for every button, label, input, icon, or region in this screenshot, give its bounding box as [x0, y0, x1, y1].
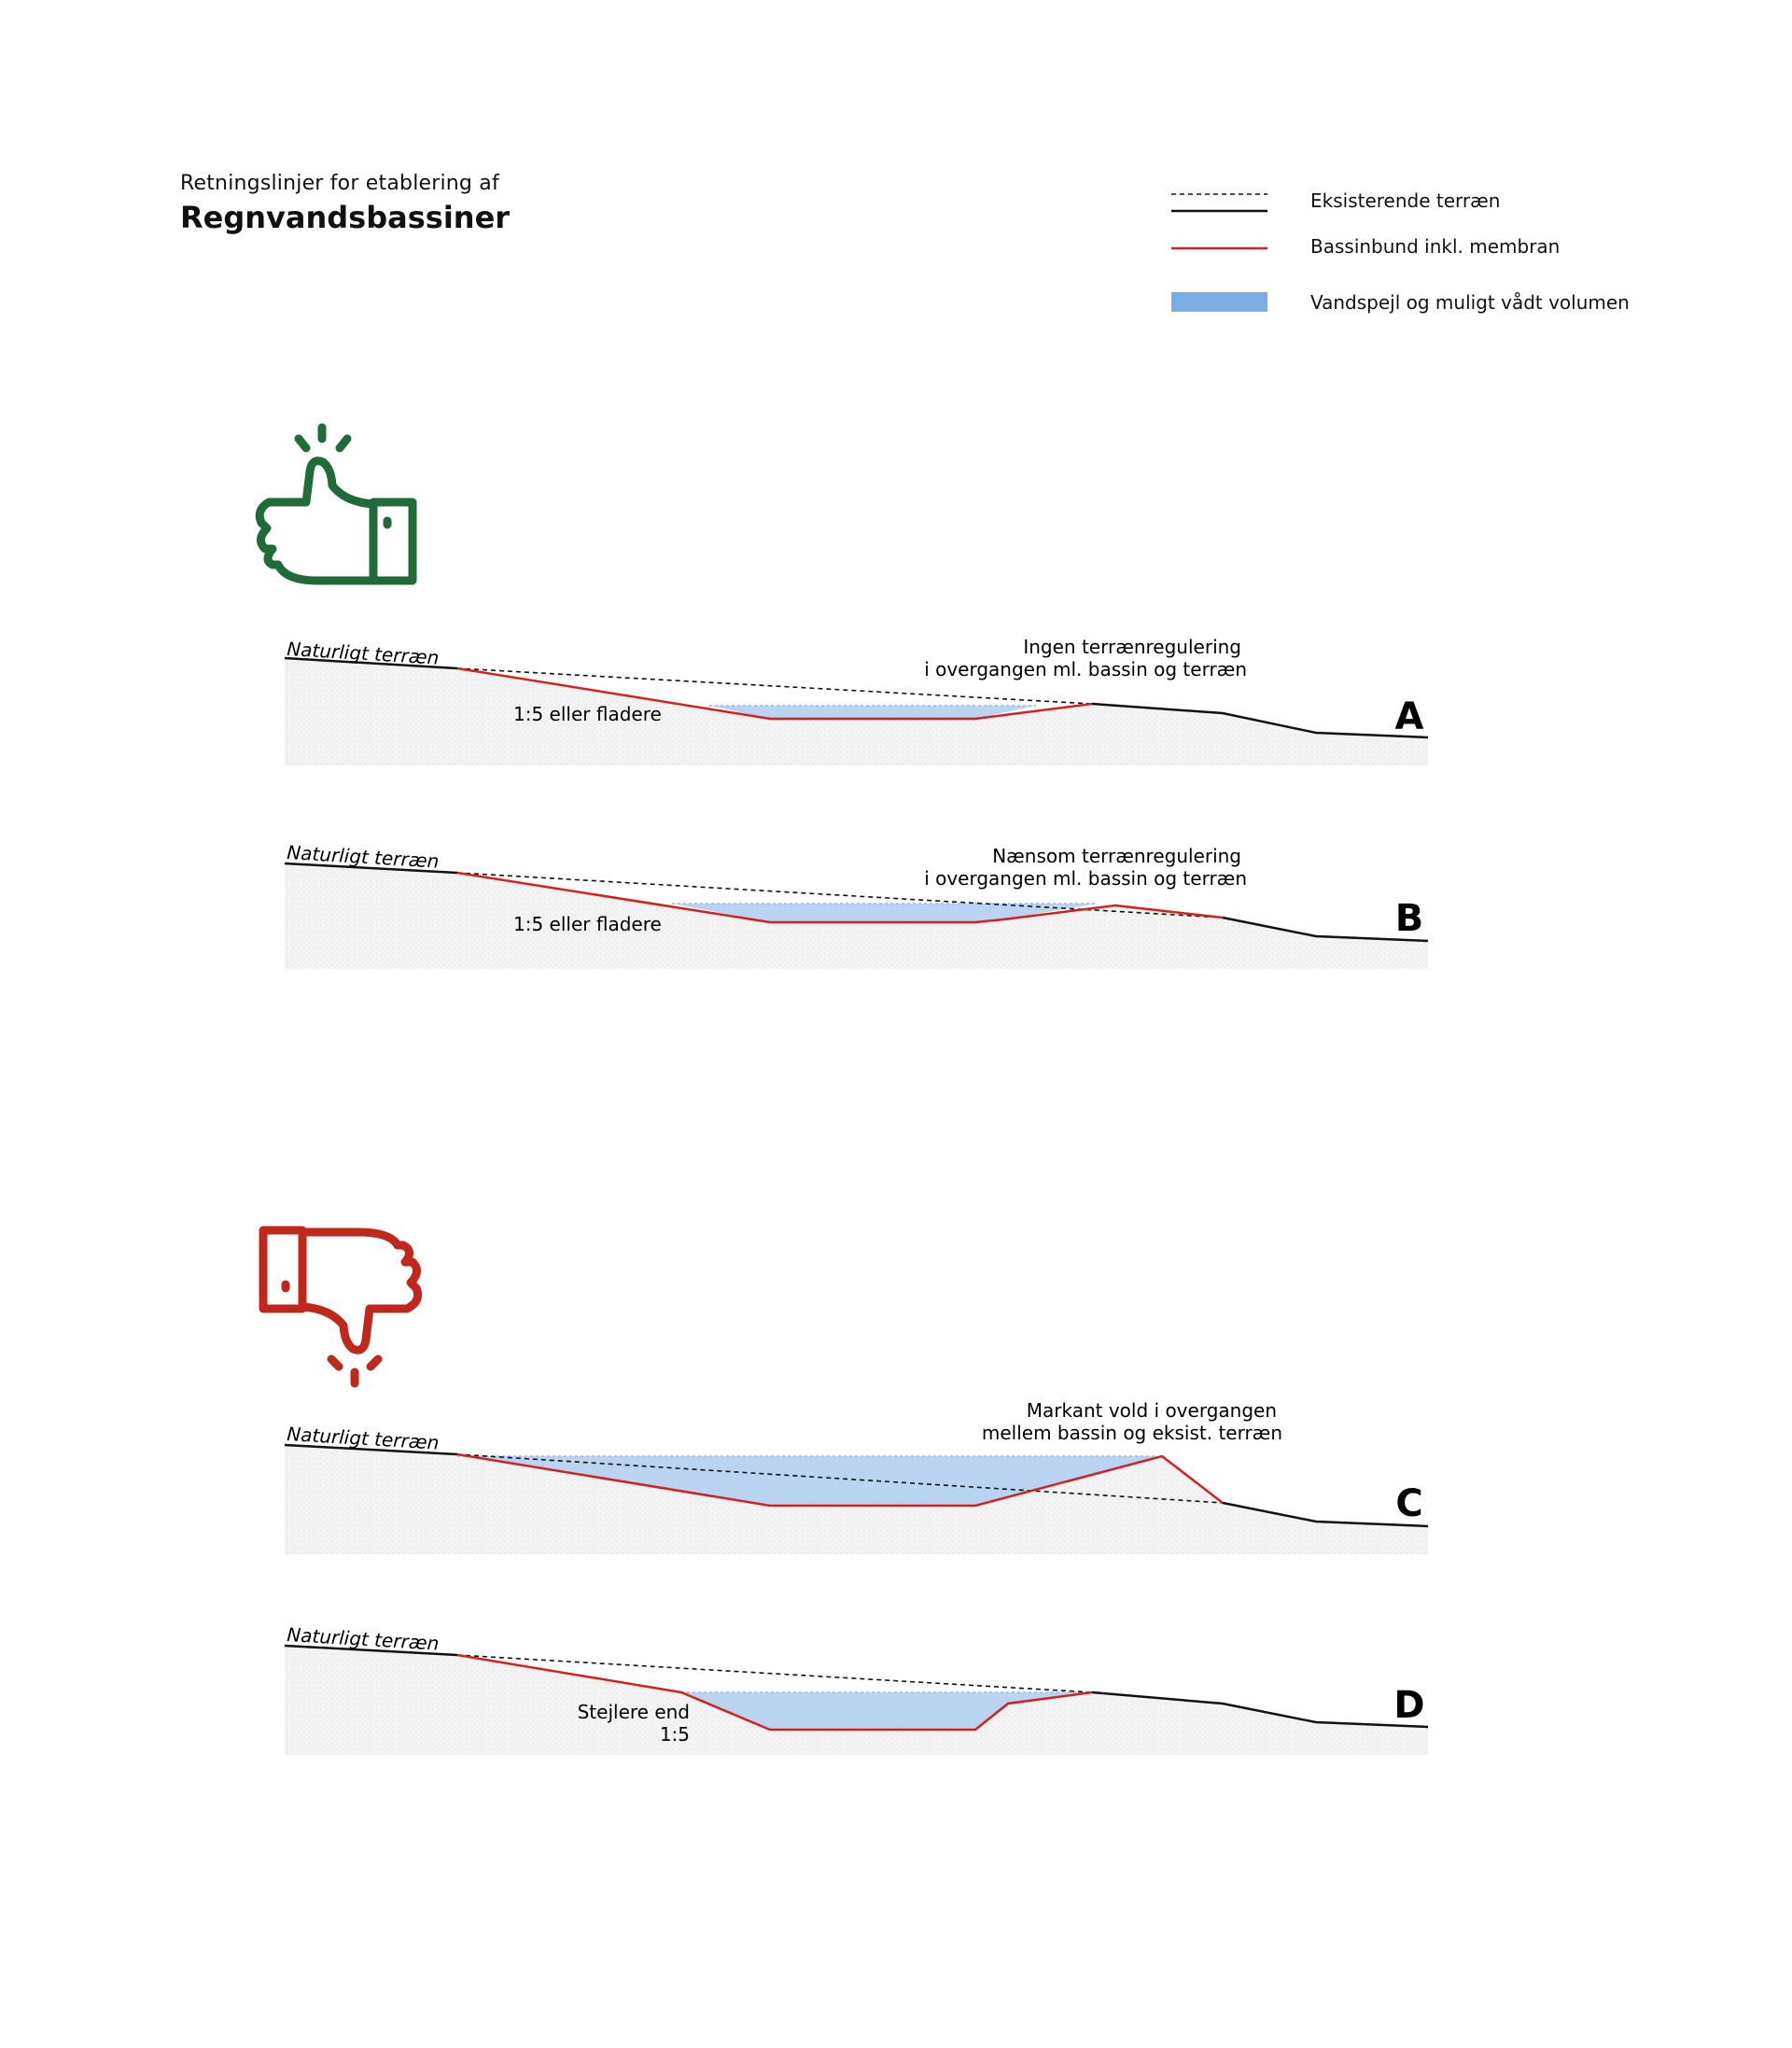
section-b: [285, 841, 1428, 969]
section-c: [285, 1399, 1428, 1554]
terrain-label: Naturligt terræn: [286, 638, 440, 669]
section-letter: D: [1393, 1684, 1425, 1727]
terrain-label: Naturligt terræn: [286, 1623, 440, 1655]
note-line-2: i overgangen ml. bassin og terræn: [924, 867, 1247, 890]
note-line-2: i overgangen ml. bassin og terræn: [924, 658, 1247, 680]
section-a: [285, 636, 1428, 765]
section-letter: C: [1395, 1482, 1423, 1525]
section-d: [285, 1623, 1428, 1755]
section-letter: A: [1394, 695, 1424, 738]
slope-label-line-1: Stejlere end: [577, 1701, 690, 1723]
slope-label: 1:5 eller fladere: [513, 913, 662, 935]
page-subtitle: Retningslinjer for etablering af: [180, 172, 499, 195]
slope-label-line-2: 1:5: [659, 1723, 690, 1746]
page-title: Regnvandsbassiner: [180, 200, 511, 235]
section-letter: B: [1394, 897, 1424, 940]
note-line-1: Ingen terrænregulering: [1023, 636, 1241, 658]
legend-label-basin: Bassinbund inkl. membran: [1310, 235, 1561, 258]
note-line-1: Markant vold i overgangen: [1026, 1399, 1277, 1422]
slope-label: 1:5 eller fladere: [513, 703, 662, 725]
note-line-1: Nænsom terrænregulering: [992, 845, 1241, 867]
terrain-label: Naturligt terræn: [286, 1423, 440, 1454]
terrain-label: Naturligt terræn: [286, 841, 440, 873]
note-line-2: mellem bassin og eksist. terræn: [981, 1422, 1282, 1444]
legend-label-existing: Eksisterende terræn: [1310, 189, 1501, 212]
legend-label-water: Vandspejl og muligt vådt volumen: [1310, 291, 1630, 314]
